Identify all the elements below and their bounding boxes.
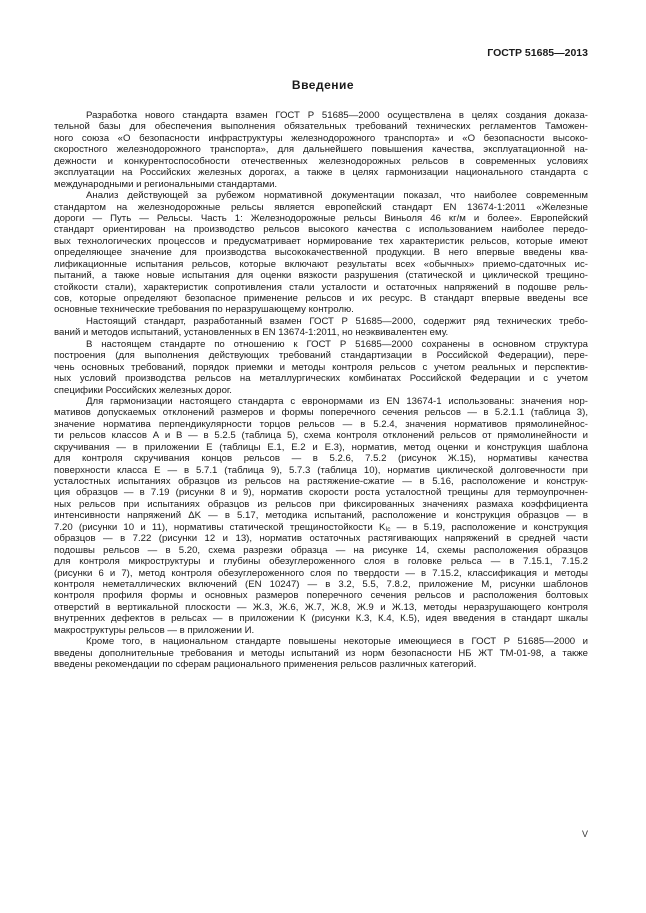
text-line: образцов — в 7.22 (рисунки 12 и 13), норматив остаточных растягивающих напряжений в средней части xyxy=(54,533,588,545)
paragraph xyxy=(54,339,588,396)
text-line: международными и региональными стандартами. xyxy=(54,178,278,190)
paragraph xyxy=(54,636,588,670)
text-line: интенсивности напряжений ΔK — в 5.17, методика испытаний, расположение и конструкция образцов — в xyxy=(54,510,588,522)
text-line: ного союза «О безопасности инфраструктуры железнодорожного транспорта» и «О безопасности высоко- xyxy=(54,132,588,144)
text-line: стойкости стали), характеристик сопротивления стали усталости и остаточных напряжений в подошве рель- xyxy=(54,281,588,293)
text-line: дежности и конкурентоспособности отечественных железнодорожных рельсов в современных условиях xyxy=(54,155,588,167)
text-line: 7.20 (рисунки 10 и 11), нормативы статической трещиностойкости $K_{Ic}$ — в 5.19, расположение и конструкция xyxy=(54,521,588,533)
text-line: внутренних дефектов в рельсах — в приложении К (рисунки К.3, К.4, К.5), идея введения в стандарт шкалы xyxy=(54,613,588,625)
text-line: В настоящем стандарте по отношению к ГОСТ Р 51685—2000 сохранены в основном структура xyxy=(86,338,588,350)
text-line: подошвы рельсов — в 5.20, схема разрезки образца — на рисунке 14, схемы расположения образцов xyxy=(54,544,588,556)
text-line: специфики Российских железных дорог. xyxy=(54,384,232,396)
page-title: Введение xyxy=(291,78,355,92)
paragraph xyxy=(54,316,588,339)
text-line: вых технологических процессов и предусматривает нормирование тех характеристик рельсов, которые имеют xyxy=(54,235,588,247)
text-line: Анализ действующей за рубежом нормативной документации показал, что наиболее современным xyxy=(86,190,588,202)
text-line: Для гармонизации настоящего стандарта с евронормами из EN 13674-1 использованы: значения нор- xyxy=(86,395,588,407)
text-line: введены рекомендации по сферам рационального применения рельсов различных категорий. xyxy=(54,659,477,670)
text-line: ных условий производства рельсов на металлургических комбинатах Российской Федерации и с учетом xyxy=(54,373,588,385)
text-line: стандартом на железнодорожные рельсы является европейский стандарт EN 13674-1:2011 «Железные xyxy=(54,201,588,213)
page-number: V xyxy=(582,829,589,839)
text-line: построения (для выполнения действующих требований стандартизации в Российской Федерации), пере- xyxy=(54,350,588,362)
text-line: чень основных требований, порядок приемки и методы контроля рельсов с учетом реальных и перспектив- xyxy=(54,361,588,373)
paragraph xyxy=(54,190,588,316)
text-line: тельной базы для обеспечения выполнения обязательных требований технических регламентов Таможен- xyxy=(54,121,588,133)
text-line: отверстий в вертикальной плоскости — Ж.3, Ж.6, Ж.7, Ж.8, Ж.9 и Ж.13, методы неразрушающего контроля xyxy=(54,601,588,613)
text-line: контроля неметаллических включений (EN 10247) — в 3.2, 5.5, 7.8.2, приложение М, рисунки шаблонов xyxy=(54,578,588,590)
text-line: для контроля микроструктуры и глубины обезуглероженного слоя в головке рельса — в 7.15.1, 7.15.2 xyxy=(54,556,588,568)
text-line: сов, которые определяют безопасное применение рельсов и их ресурс. В стандарт впервые введены все xyxy=(54,293,588,304)
text-line: стандарт ориентирован на производство рельсов высокого качества с использованием наиболее передо- xyxy=(54,224,588,236)
text-line: ция образцов — в 7.19 (рисунки 8 и 9), норматив скорости роста усталостной трещины для термоупрочнен- xyxy=(54,487,588,499)
text-line: лификационные испытания рельсов, которые включают результаты всех «обычных» приемо-сдаточных ис- xyxy=(54,258,588,270)
text-line: (рисунки 6 и 7), метод контроля обезуглероженного слоя по твердости — в 7.15.2, классификация и методы xyxy=(54,567,588,579)
text-line: ваний и методов испытаний, установленных в EN 13674-1:2011, но неэквивалентен ему. xyxy=(54,327,449,339)
text-line: ти рельсов классов А и В — в 5.2.5 (таблица 5), схема контроля отклонений рельсов от прямолинейности и xyxy=(54,430,588,442)
text-line: Кроме того, в национальном стандарте повышены некоторые имеющиеся в ГОСТ Р 51685—2000 и xyxy=(86,636,588,648)
text-line: усталостных испытаниях образцов из рельсов на растяжение-сжатие — в 5.16, расположение и конструк- xyxy=(54,476,588,487)
text-line: скручивания — в приложении Е (таблицы Е.1, Е.2 и Е.3), норматив, метод оценки и конструкция шаблона xyxy=(54,441,588,453)
text-line: определяющее значение для производства высококачественной продукции. В него впервые введены ква- xyxy=(54,247,588,259)
header-document-code: ГОСТР 51685—2013 xyxy=(487,47,588,59)
text-line: макроструктуры рельсов — в приложении И. xyxy=(54,624,255,636)
text-line: пытаний, а также новые испытания для оценки вязкости разрушения (статической и циклической трещино- xyxy=(54,270,588,282)
text-line: Настоящий стандарт, разработанный взамен ГОСТ Р 51685—2000, содержит ряд технических требо- xyxy=(86,315,588,327)
paragraph xyxy=(54,110,588,190)
text-line: значение норматива перпендикулярности торцов рельсов — в 5.2.4, значения нормативов прямолинейнос- xyxy=(54,418,588,430)
document-body xyxy=(54,110,588,670)
text-line: контроля профиля формы и основных размеров поперечного сечения рельсов и расположения болтовых xyxy=(54,590,588,602)
text-line: введены дополнительные требования и методы испытаний из норм безопасности НБ ЖТ ТМ-01-98, а также xyxy=(54,647,588,659)
text-line: скоростного железнодорожного транспорта», для дальнейшего повышения качества, эксплуатационной на- xyxy=(54,144,588,156)
paragraph xyxy=(54,396,588,636)
text-line: мативов допускаемых отклонений размеров и формы поперечного сечения рельсов — в 5.2.1.1 (таблица 3), xyxy=(54,407,588,419)
text-line: эксплуатации на Российских железных дорогах, а также в целях гармонизации национального стандарта с xyxy=(54,167,588,179)
text-line: дороги — Путь — Рельсы. Часть 1: Железнодорожные рельсы Виньоля 46 кг/м и более». Европейский xyxy=(54,212,588,224)
text-line: основные технические требования по неразрушающему контролю. xyxy=(54,304,354,316)
text-line: для контроля скручивания концов рельсов — в 5.2.6, 7.5.2 (рисунок Ж.15), нормативы качества xyxy=(54,453,588,465)
text-line: ных рельсов при испытаниях образцов из рельсов при фиксированных значениях размаха коэффициента xyxy=(54,498,588,510)
text-line: Разработка нового стандарта взамен ГОСТ Р 51685—2000 осуществлена в целях создания доказа- xyxy=(86,110,588,121)
text-line: поверхности класса Е — в 5.7.1 (таблица 9), 5.7.3 (таблица 10), норматив циклической долговечности при xyxy=(54,464,588,476)
